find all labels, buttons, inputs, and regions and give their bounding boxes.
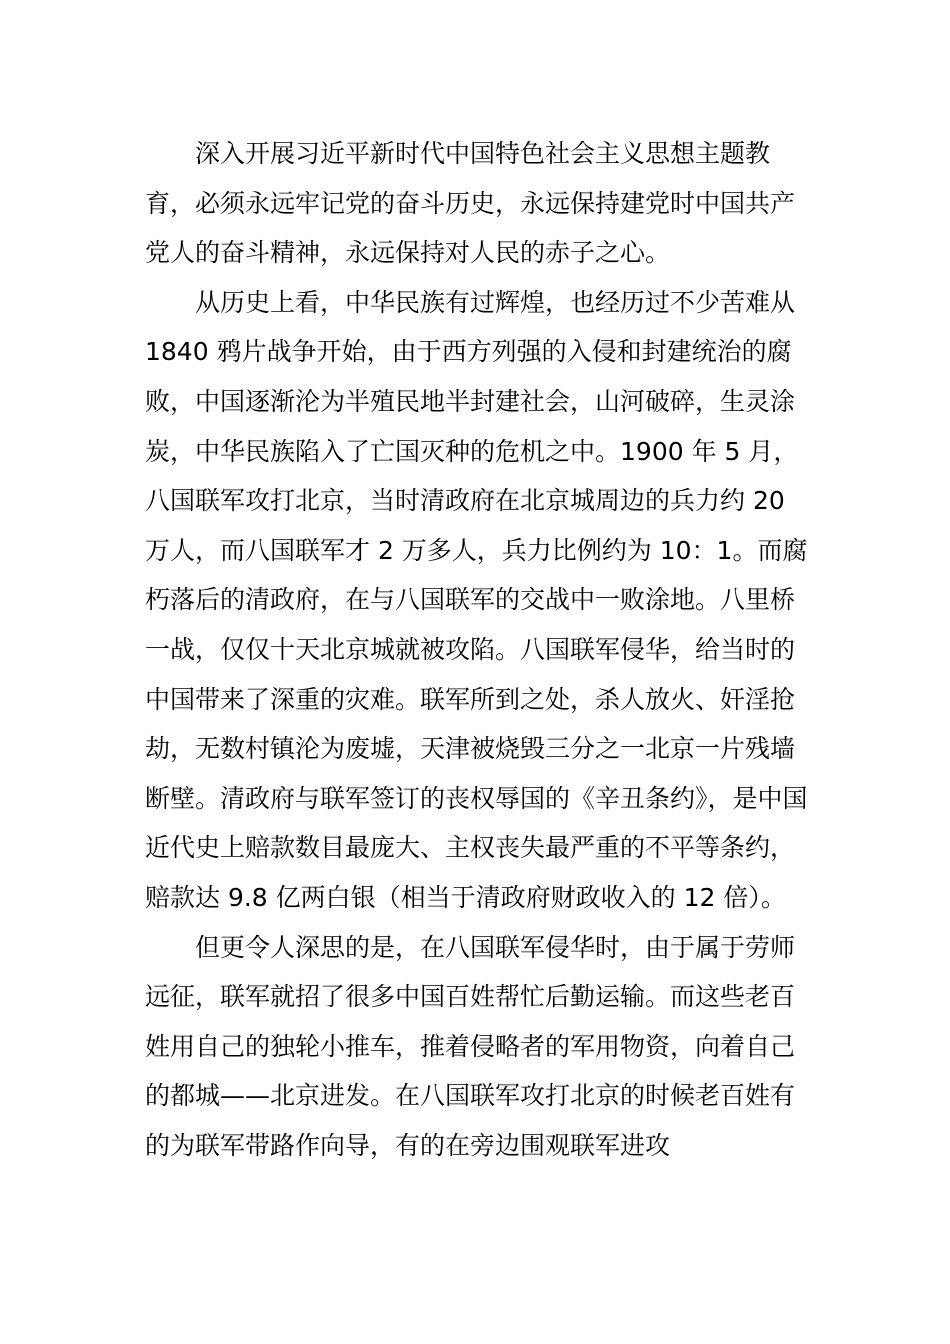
paragraph-2: 从历史上看，中华民族有过辉煌，也经历过不少苦难从 1840 鸦片战争开始，由于西方列强的入侵和封建统治的腐败，中国逐渐沦为半殖民地半封建社会，山河破碎，生灵涂炭，中华民族陷入了亡国灭种的危机之中。1900 年 5 月，八国联军攻打北京，当时清政府在北京城周边的兵力约 20 万人，而八国联军才 2 万多人，兵力比例约为 10：1。而腐朽落后的清政府，在与八国联军的交战中一败涂地。八里桥一战，仅仅十天北京城就被攻陷。八国联军侵华，给当时的中国带来了深重的灾难。联军所到之处，杀人放火、奸淫抢劫，无数村镇沦为废墟，天津被烧毁三分之一北京一片残墙断壁。清政府与联军签订的丧权辱国的《辛丑条约》，是中国近代史上赔款数目最庞大、主权丧失最严重的不平等条约，赔款达 9.8 亿两白银（相当于清政府财政收入的 12 倍）。 xyxy=(145,287,808,912)
paragraph-3: 但更令人深思的是，在八国联军侵华时，由于属于劳师远征，联军就招了很多中国百姓帮忙后勤运输。而这些老百姓用自己的独轮小推车，推着侵略者的军用物资，向着自己的都城——北京进发。在八国联军攻打北京的时候老百姓有的为联军带路作向导，有的在旁边围观联军进攻 xyxy=(145,932,796,1160)
paragraph-1: 深入开展习近平新时代中国特色社会主义思想主题教育，必须永远牢记党的奋斗历史，永远保持建党时中国共产党人的奋斗精神，永远保持对人民的赤子之心。 xyxy=(145,139,796,268)
document-body xyxy=(145,129,810,1170)
